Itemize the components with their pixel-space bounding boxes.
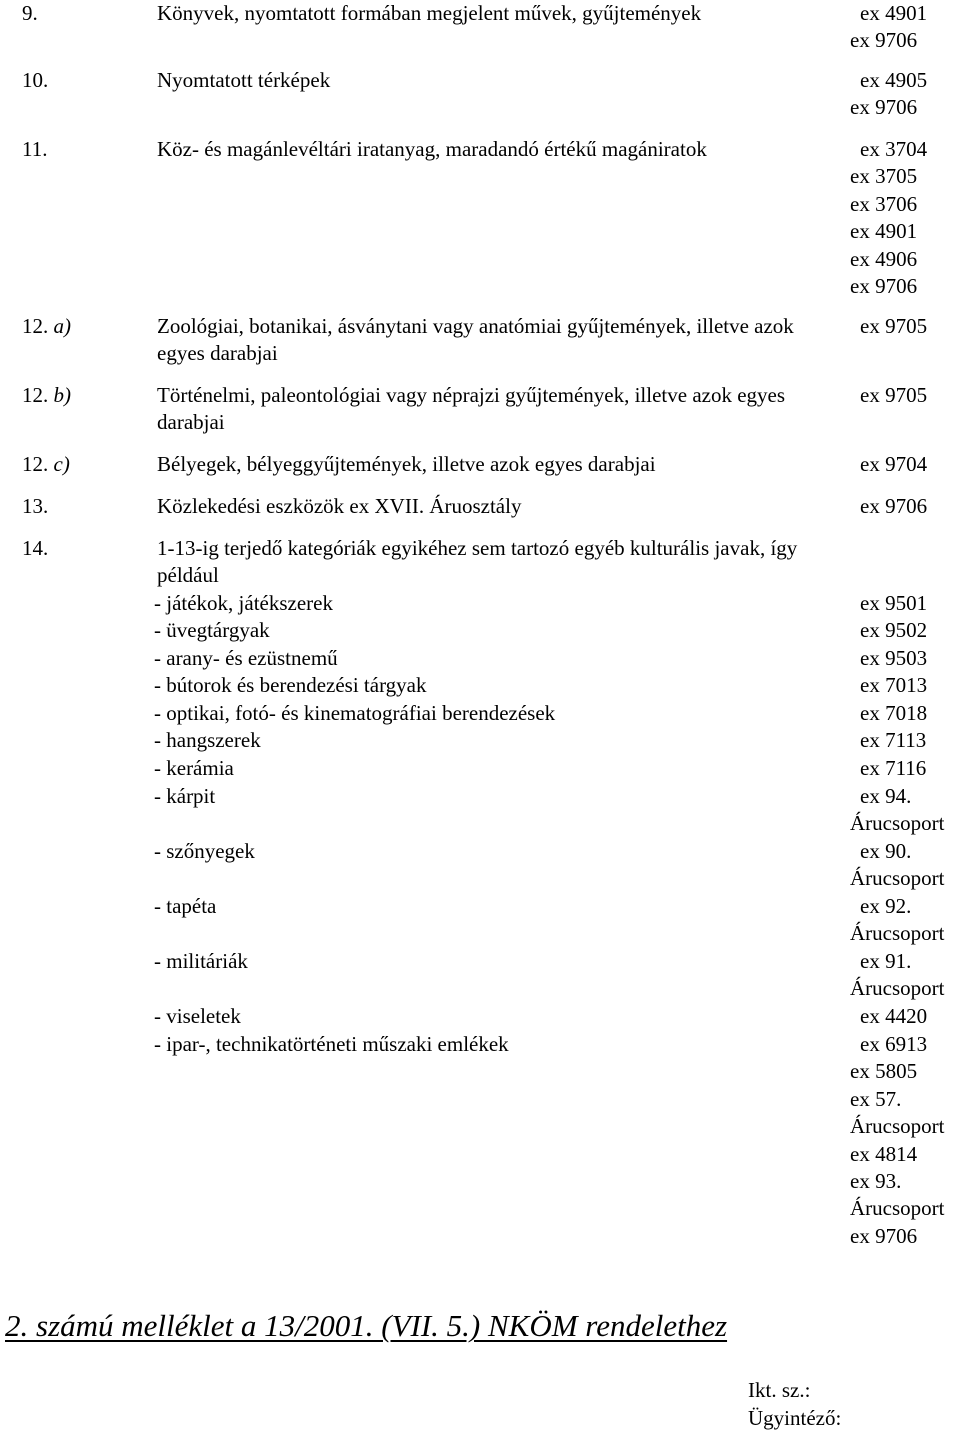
customs-code: Árucsoport (850, 921, 945, 946)
subitem-label: - militáriák (154, 949, 248, 973)
customs-code: ex 94. (860, 784, 912, 808)
subitem-label: - szőnyegek (154, 839, 255, 863)
customs-codes (850, 493, 960, 520)
subitem-label: - játékok, játékszerek (154, 591, 333, 615)
customs-code: ex 3706 (850, 191, 918, 216)
customs-codes (850, 672, 960, 699)
customs-code: Árucsoport (850, 976, 945, 1001)
customs-codes (850, 136, 960, 300)
customs-codes (850, 893, 960, 948)
customs-code: ex 7116 (860, 756, 927, 780)
customs-code: ex 9705 (860, 314, 928, 338)
customs-codes (850, 451, 960, 478)
customs-code: ex 9704 (860, 452, 928, 476)
customs-code: ex 9706 (850, 274, 918, 299)
category-number (22, 535, 48, 562)
customs-code: ex 7013 (860, 673, 928, 697)
customs-code: ex 9503 (860, 646, 928, 670)
subitem-label: - arany- és ezüstnemű (154, 646, 338, 670)
customs-code: ex 7018 (860, 701, 928, 725)
subitem-label: - viseletek (154, 1004, 241, 1028)
customs-codes (850, 1031, 960, 1250)
customs-code: Árucsoport (850, 811, 945, 836)
customs-code: ex 3704 (860, 137, 928, 161)
ikt-label: Ikt. sz.: (748, 1378, 811, 1402)
customs-codes (850, 1003, 960, 1030)
customs-code: ex 92. (860, 894, 912, 918)
customs-code: ex 4901 (850, 219, 918, 244)
category-letter: c) (53, 452, 70, 476)
customs-code: ex 9706 (860, 494, 928, 518)
category-number-value: 10. (22, 68, 49, 92)
customs-code: ex 9706 (850, 1223, 918, 1248)
category-number (22, 382, 71, 409)
subitem-label: - kerámia (154, 756, 234, 780)
category-number-value: 13. (22, 494, 49, 518)
category-description: Közlekedési eszközök ex XVII. Áruosztály (157, 494, 522, 518)
customs-code: ex 93. (850, 1169, 902, 1194)
customs-code: ex 9706 (850, 28, 918, 53)
subitem-label: - ipar-, technikatörténeti műszaki emlékek (154, 1032, 509, 1056)
category-letter: b) (53, 383, 71, 407)
customs-codes (850, 783, 960, 838)
customs-code: ex 4420 (860, 1004, 928, 1028)
category-number (22, 0, 38, 27)
ugyintezo-label: Ügyintéző: (748, 1406, 842, 1430)
subitem-label: - tapéta (154, 894, 217, 918)
category-description: Történelmi, paleontológiai vagy néprajzi gyűjtemények, illetve azok egyes darabjai (157, 383, 786, 435)
category-description: Könyvek, nyomtatott formában megjelent művek, gyűjtemények (157, 1, 702, 25)
category-number (22, 451, 70, 478)
customs-code: ex 5805 (850, 1059, 918, 1084)
customs-codes (850, 700, 960, 727)
customs-code: ex 9706 (850, 95, 918, 120)
customs-code: ex 6913 (860, 1032, 928, 1056)
customs-code: Árucsoport (850, 1196, 945, 1221)
customs-codes (850, 313, 960, 340)
category-number-value: 14. (22, 536, 49, 560)
customs-code: ex 7113 (860, 728, 927, 752)
customs-codes (850, 590, 960, 617)
category-number-value: 9. (22, 1, 38, 25)
customs-code: ex 9501 (860, 591, 928, 615)
customs-codes (850, 0, 960, 55)
subitem-label: - kárpit (154, 784, 216, 808)
customs-codes (850, 67, 960, 122)
customs-code: ex 4901 (860, 1, 928, 25)
category-description: Köz- és magánlevéltári iratanyag, maradandó értékű magániratok (157, 137, 707, 161)
customs-code: ex 9705 (860, 383, 928, 407)
category-number (22, 493, 48, 520)
customs-code: ex 91. (860, 949, 912, 973)
customs-code: ex 4905 (860, 68, 928, 92)
customs-code: Árucsoport (850, 866, 945, 891)
category-letter: a) (53, 314, 71, 338)
category-number-value: 12. (22, 383, 49, 407)
category-number-value: 11. (22, 137, 48, 161)
subitem-label: - bútorok és berendezési tárgyak (154, 673, 427, 697)
category-number-value: 12. (22, 452, 49, 476)
subitem-label: - optikai, fotó- és kinematográfiai berendezések (154, 701, 556, 725)
customs-code: ex 4814 (850, 1141, 918, 1166)
customs-codes (850, 645, 960, 672)
customs-code: ex 9502 (860, 618, 928, 642)
annex-title: 2. számú melléklet a 13/2001. (VII. 5.) NKÖM rendelethez (5, 1308, 728, 1343)
customs-code: Árucsoport (850, 1114, 945, 1139)
customs-codes (850, 948, 960, 1003)
category-description: Bélyegek, bélyeggyűjtemények, illetve azok egyes darabjai (157, 452, 656, 476)
subitem-label: - üvegtárgyak (154, 618, 270, 642)
customs-code: ex 57. (850, 1086, 902, 1111)
customs-codes (850, 755, 960, 782)
subitem-label: - hangszerek (154, 728, 261, 752)
customs-codes (850, 382, 960, 409)
customs-code: ex 3705 (850, 164, 918, 189)
customs-codes (850, 617, 960, 644)
customs-codes (850, 838, 960, 893)
customs-code: ex 90. (860, 839, 912, 863)
category-number (22, 136, 47, 163)
category-number (22, 313, 71, 340)
document-meta (748, 1376, 841, 1432)
category-description: 1-13-ig terjedő kategóriák egyikéhez sem tartozó egyéb kulturális javak, így például (157, 536, 798, 588)
category-number-value: 12. (22, 314, 49, 338)
customs-codes (850, 727, 960, 754)
category-number (22, 67, 48, 94)
category-description: Nyomtatott térképek (157, 68, 331, 92)
customs-code: ex 4906 (850, 246, 918, 271)
category-description: Zoológiai, botanikai, ásványtani vagy anatómiai gyűjtemények, illetve azok egyes darabjai (157, 314, 794, 366)
